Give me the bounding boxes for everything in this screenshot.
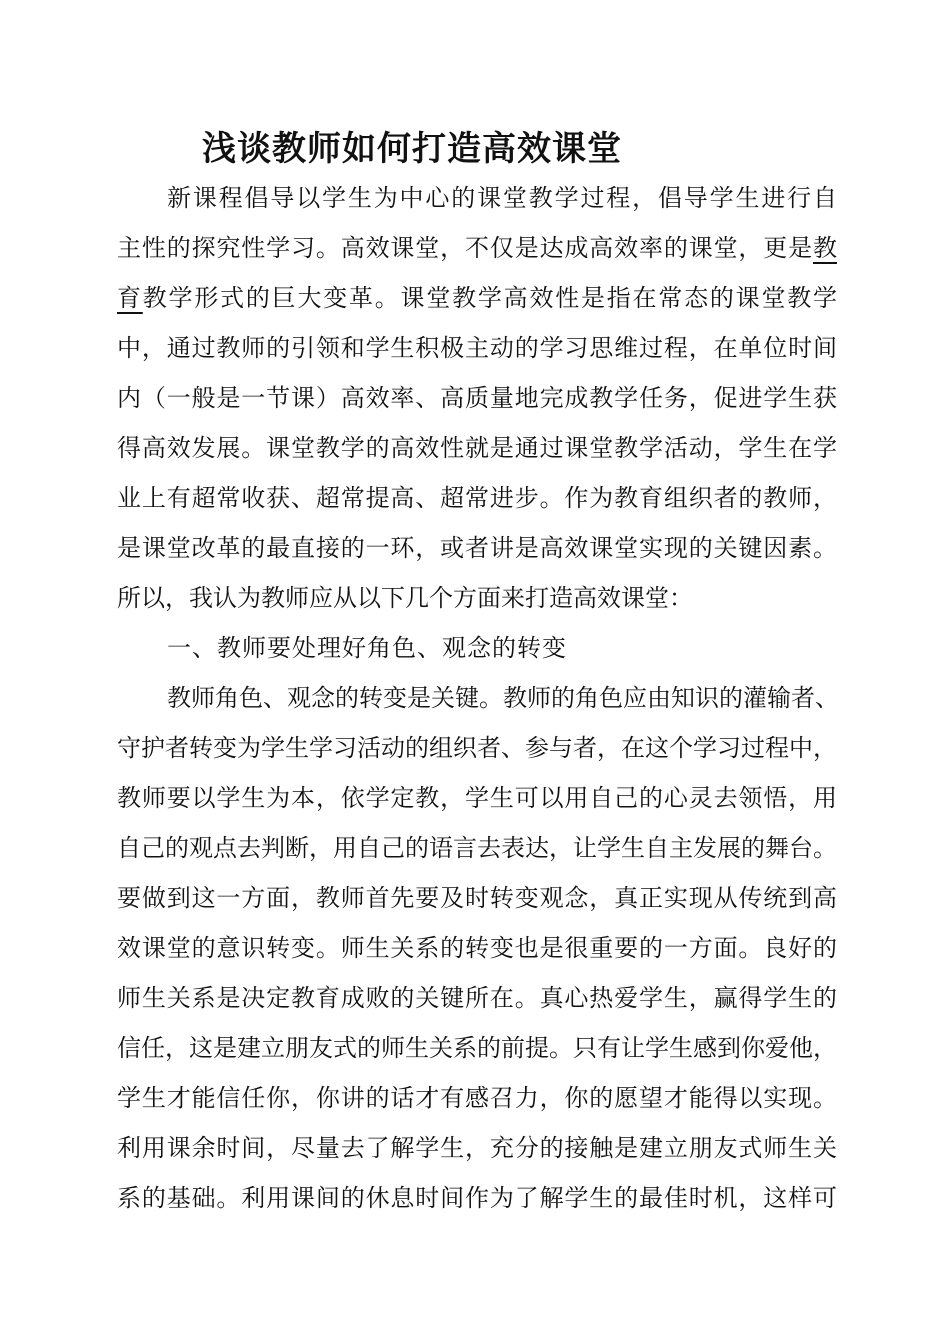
paragraph-line: 业上有超常收获、超常提高、超常进步。作为教育组织者的教师， — [117, 484, 837, 512]
paragraph-line: 内（一般是一节课）高效率、高质量地完成教学任务，促进学生获 — [117, 384, 837, 412]
section-heading: 一、教师要处理好角色、观念的转变 — [167, 634, 567, 662]
document-title: 浅谈教师如何打造高效课堂 — [202, 129, 622, 169]
paragraph-line: 守护者转变为学生学习活动的组织者、参与者，在这个学习过程中， — [117, 734, 837, 762]
paragraph-line: 中，通过教师的引领和学生积极主动的学习思维过程，在单位时间 — [117, 334, 837, 362]
paragraph-line: 教师要以学生为本，依学定教，学生可以用自己的心灵去领悟，用 — [117, 784, 837, 812]
paragraph-line: 利用课余时间，尽量去了解学生，充分的接触是建立朋友式师生关 — [117, 1134, 837, 1162]
paragraph-line: 是课堂改革的最直接的一环，或者讲是高效课堂实现的关键因素。 — [117, 534, 837, 562]
underlined-text: 教 — [813, 234, 837, 262]
paragraph-line: 主性的探究性学习。高效课堂，不仅是达成高效率的课堂，更是教 — [117, 234, 837, 262]
paragraph-line: 师生关系是决定教育成败的关键所在。真心热爱学生，赢得学生的 — [117, 984, 837, 1012]
paragraph-line: 要做到这一方面，教师首先要及时转变观念，真正实现从传统到高 — [117, 884, 837, 912]
paragraph-line: 自己的观点去判断，用自己的语言去表达，让学生自主发展的舞台。 — [117, 834, 837, 862]
paragraph-line: 系的基础。利用课间的休息时间作为了解学生的最佳时机，这样可 — [117, 1184, 837, 1212]
paragraph-line: 信任，这是建立朋友式的师生关系的前提。只有让学生感到你爱他， — [117, 1034, 837, 1062]
paragraph-line: 育教学形式的巨大变革。课堂教学高效性是指在常态的课堂教学 — [117, 284, 838, 312]
underlined-text: 育 — [117, 284, 143, 312]
paragraph-line: 效课堂的意识转变。师生关系的转变也是很重要的一方面。良好的 — [117, 934, 837, 962]
paragraph-line: 学生才能信任你，你讲的话才有感召力，你的愿望才能得以实现。 — [117, 1084, 837, 1112]
paragraph-line: 新课程倡导以学生为中心的课堂教学过程，倡导学生进行自 — [167, 184, 837, 212]
paragraph-line: 得高效发展。课堂教学的高效性就是通过课堂教学活动，学生在学 — [117, 434, 837, 462]
paragraph-line: 所以，我认为教师应从以下几个方面来打造高效课堂： — [117, 584, 693, 612]
paragraph-line: 教师角色、观念的转变是关键。教师的角色应由知识的灌输者、 — [167, 684, 839, 712]
